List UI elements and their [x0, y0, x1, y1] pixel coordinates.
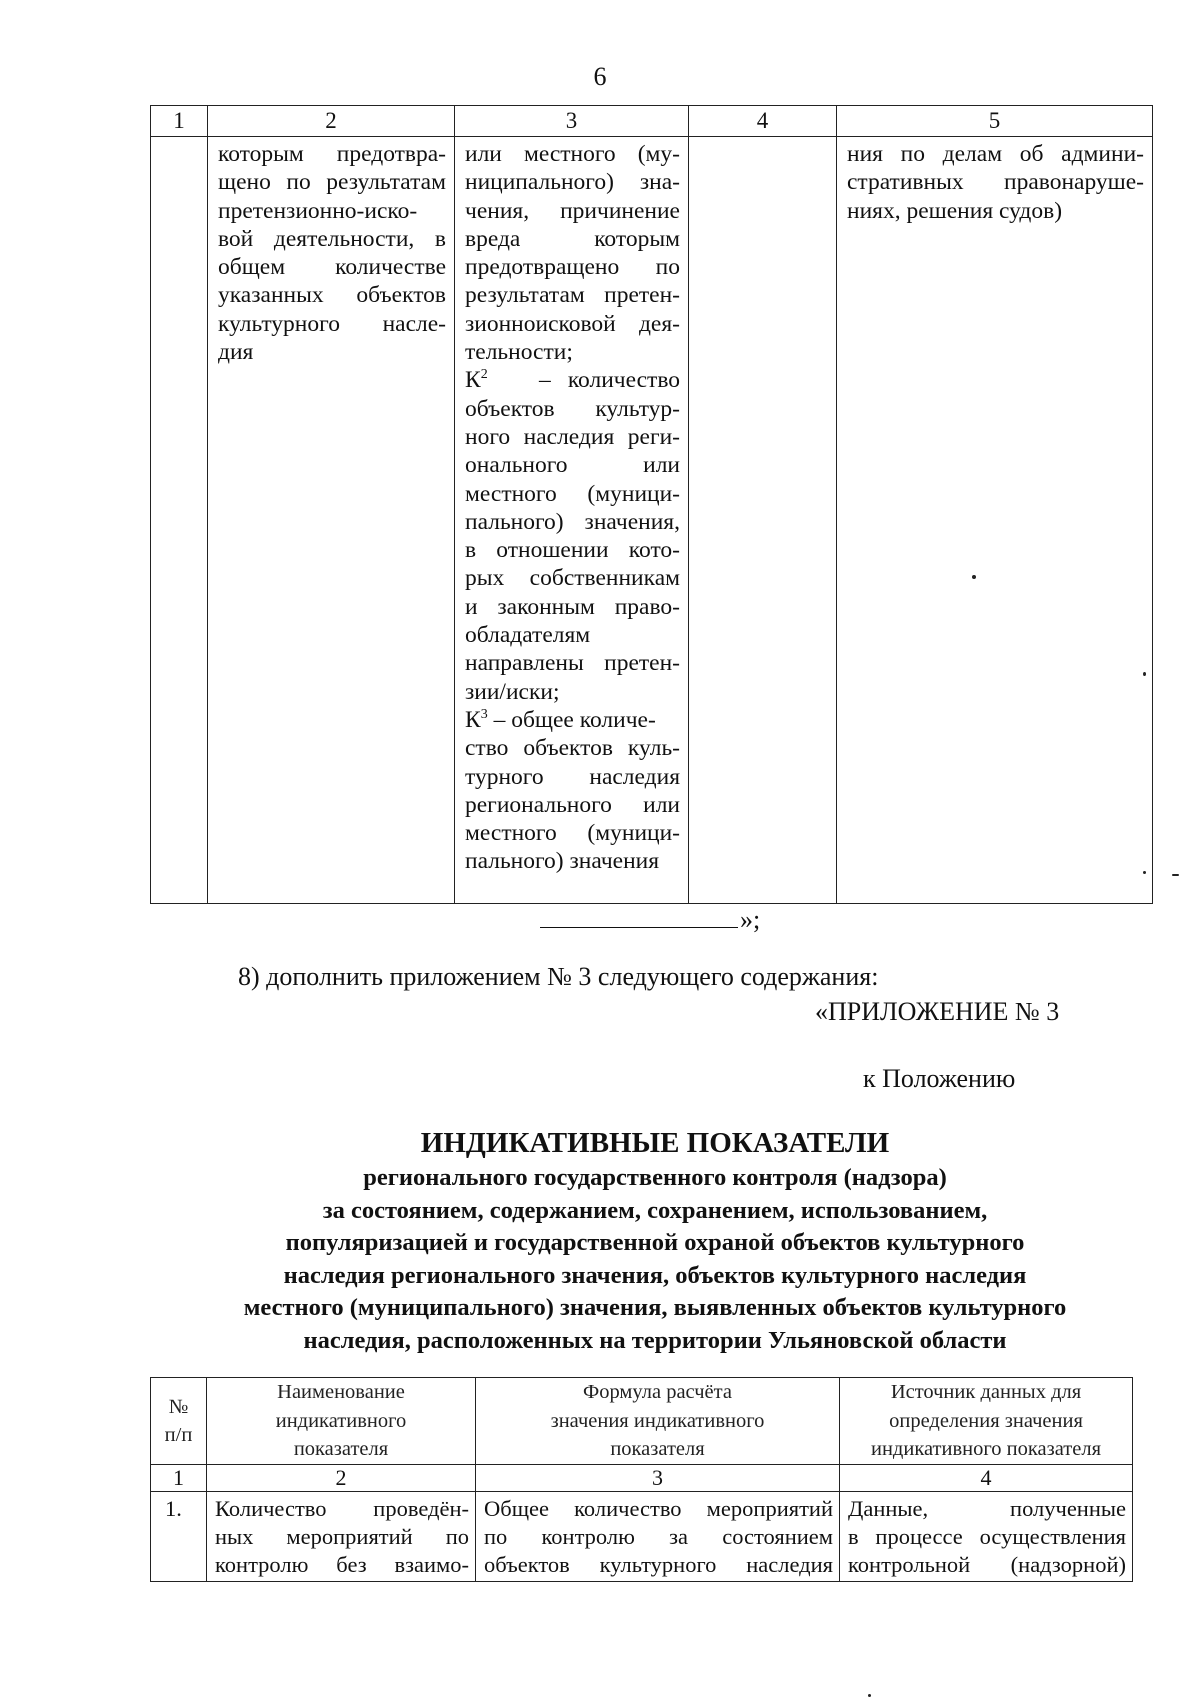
text-line: турного наследия [465, 763, 680, 790]
text-line: по контролю за состоянием [484, 1524, 833, 1550]
col-header-name [207, 1378, 476, 1465]
table-header-row [151, 1378, 1133, 1465]
document-title-block [150, 1124, 1160, 1358]
document-title: ИНДИКАТИВНЫЕ ПОКАЗАТЕЛИ [420, 1127, 890, 1159]
scan-speck [868, 1694, 871, 1697]
text-line: вреда которым [465, 225, 680, 252]
text-line: стративных правонаруше- [847, 169, 1144, 196]
table-row [151, 137, 1153, 904]
text-line: Количество проведён- [215, 1496, 469, 1521]
subtitle-line: регионального государственного контроля (надзора) [363, 1164, 947, 1191]
text-line: щено по результатам [218, 169, 446, 196]
closing-mark [540, 905, 760, 935]
text-line: ство объектов куль- [465, 735, 680, 762]
text-line: направлены претен- [465, 650, 680, 677]
cell-col4 [689, 137, 837, 904]
signature-line [540, 905, 738, 928]
subtitle-line: наследия, расположенных на территории Ульяновской области [303, 1326, 1007, 1354]
header-text: № п/п [164, 1395, 193, 1446]
cell-indicator-name [207, 1492, 476, 1582]
cell-col1 [151, 137, 208, 904]
text-line: вой деятельности, в [218, 225, 446, 252]
col-header-2: 2 [208, 106, 455, 137]
text-line: регионального или [465, 791, 680, 818]
column-number: 1 [151, 1465, 207, 1492]
text-line: пального) значения [465, 848, 660, 875]
col-header-1: 1 [151, 106, 208, 137]
text-line: в отношении кото- [465, 537, 680, 564]
text-line: контролю без взаимо- [215, 1552, 469, 1578]
amendment-paragraph: 8) дополнить приложением № 3 следующего содержания: [238, 962, 879, 991]
text-line: ниях, решения судов) [847, 197, 1063, 224]
k3-superscript: 3 [480, 707, 488, 723]
col-header-formula [476, 1378, 840, 1465]
appendix-label: «ПРИЛОЖЕНИЕ № 3 [815, 997, 1060, 1026]
appendix-reference: к Положению [863, 1064, 1016, 1093]
text-line: объектов культур- [465, 395, 680, 422]
row-number: 1. [151, 1492, 207, 1582]
formula-k2-line [465, 366, 680, 394]
text-line: в процессе осуществления [848, 1524, 1126, 1550]
text-line: зии/иски; [465, 678, 560, 705]
k2-superscript: 2 [480, 367, 488, 383]
subtitle-line: местного (муниципального) значения, выявленных объектов культурного [243, 1294, 1067, 1322]
header-text: Источник данных для определения значения индикативного показателя [870, 1381, 1101, 1461]
col-header-4: 4 [689, 106, 837, 137]
text-line: культурного насле- [218, 310, 446, 337]
text-line: онального или [465, 452, 680, 479]
text-line: которым предотвра- [218, 141, 446, 167]
column-number: 2 [207, 1465, 476, 1492]
k3-symbol: К [465, 706, 481, 733]
k2-description: – количество [538, 367, 680, 394]
table-header-row [151, 106, 1153, 137]
text-line: рых собственникам [465, 565, 680, 592]
text-line: пального) значения, [465, 508, 680, 535]
cell-indicator-name [208, 137, 455, 904]
text-line: результатам претен- [465, 282, 680, 309]
column-number: 4 [840, 1465, 1133, 1492]
col-header-5: 5 [837, 106, 1153, 137]
k3-description: – общее количе- [487, 706, 656, 733]
text-line: претензионно-иско- [218, 197, 418, 224]
text-line: зионноисковой дея- [465, 310, 680, 337]
text-line: тельности; [465, 339, 573, 366]
text-line: ния по делам об админи- [847, 141, 1144, 167]
subtitle-line: за состоянием, содержанием, сохранением, использованием, [322, 1196, 988, 1224]
text-line: местного (муници- [465, 820, 680, 847]
text-line: контрольной (надзорной) [848, 1552, 1126, 1578]
col-header-source [840, 1378, 1133, 1465]
text-line: ниципального) зна- [465, 169, 680, 196]
scan-speck [1143, 672, 1146, 676]
cell-formula [476, 1492, 840, 1582]
k2-symbol: К [465, 367, 481, 394]
subtitle-line: популяризацией и государственной охраной объектов культурного [285, 1229, 1025, 1257]
text-line: общем количестве [218, 254, 446, 281]
scan-speck [1143, 871, 1146, 874]
text-line: предотвращено по [465, 254, 680, 281]
cell-data-source [837, 137, 1153, 904]
table-row [151, 1492, 1133, 1582]
indicators-table [150, 1377, 1133, 1582]
col-header-3: 3 [455, 106, 689, 137]
closing-quote: »; [740, 905, 761, 934]
scan-speck [1172, 874, 1179, 876]
text-line: ных мероприятий по [215, 1524, 469, 1550]
scan-speck [972, 575, 976, 579]
cell-data-source [840, 1492, 1133, 1582]
text-line: ного наследия реги- [465, 423, 680, 450]
header-text: Формула расчёта значения индикативного показателя [550, 1381, 765, 1461]
col-header-number [151, 1378, 207, 1465]
column-numbers-row [151, 1465, 1133, 1492]
formula-k3-line [465, 706, 680, 734]
text-line: Общее количество мероприятий [484, 1496, 833, 1521]
text-line: дия [218, 339, 254, 366]
text-line: Данные, полученные [848, 1496, 1126, 1521]
column-number: 3 [476, 1465, 840, 1492]
page-number: 6 [593, 62, 607, 91]
cell-formula [455, 137, 689, 904]
text-line: или местного (му- [465, 141, 680, 167]
subtitle-line: наследия регионального значения, объектов культурного наследия [283, 1261, 1027, 1289]
text-line: местного (муници- [465, 480, 680, 507]
continuation-table [150, 105, 1153, 904]
text-line: указанных объектов [218, 282, 446, 309]
header-text: Наименование индикативного показателя [275, 1381, 407, 1461]
text-line: и законным право- [465, 593, 680, 620]
text-line: обладателям [465, 622, 591, 649]
text-line: чения, причинение [465, 197, 680, 224]
text-line: объектов культурного наследия [484, 1552, 833, 1578]
